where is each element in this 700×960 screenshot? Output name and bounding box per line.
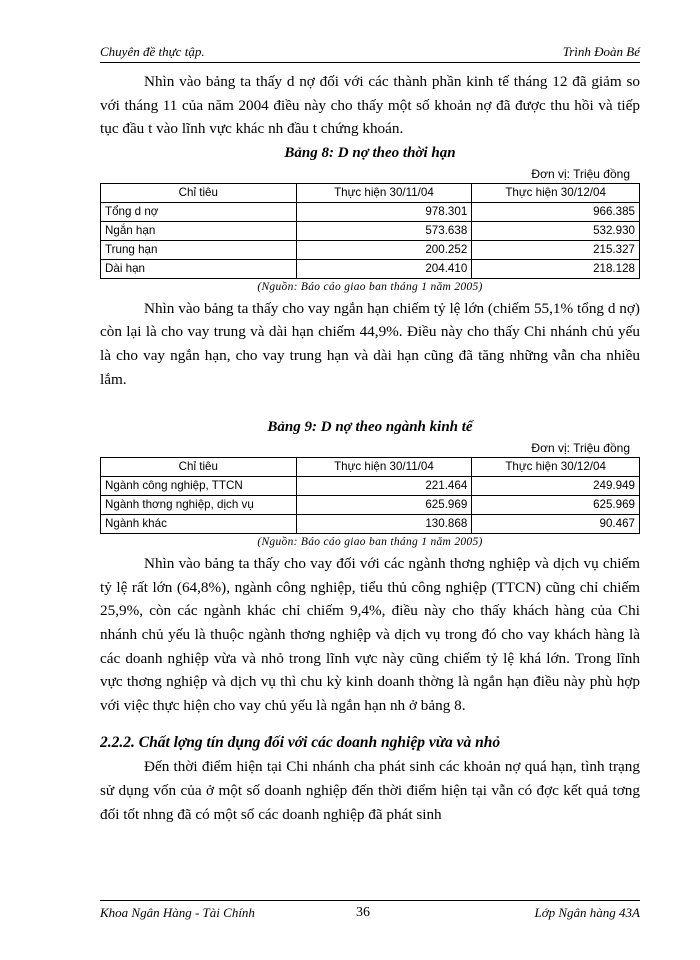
row-label: Tổng d nợ (101, 202, 297, 221)
page-number: 36 (356, 905, 370, 920)
table9-unit: Đơn vị: Triệu đồng (531, 441, 630, 456)
column-header: Chỉ tiêu (101, 458, 297, 477)
column-header: Thực hiện 30/11/04 (296, 183, 472, 202)
paragraph-2: Nhìn vào bảng ta thấy cho vay ngắn hạn chiếm tỷ lệ lớn (chiếm 55,1% tổng d nợ) còn lại là cho vay trung và dài hạn chiếm 44,9%. Điều này cho thấy Chi nhánh chủ yếu là cho vay ngắn hạn, cho vay trung hạn và dài hạn cũng đã tăng những vẫn cha nhiều lắm. (100, 299, 640, 388)
footer-left: Khoa Ngân Hàng - Tài Chính (100, 905, 255, 920)
table-row (101, 240, 640, 259)
table-header-row (101, 183, 640, 202)
cell-value: 200.252 (296, 240, 472, 259)
cell-value: 573.638 (296, 221, 472, 240)
cell-value: 90.467 (472, 515, 640, 534)
row-label: Trung hạn (101, 240, 297, 259)
cell-value: 130.868 (296, 515, 472, 534)
header-right: Trình Đoàn Bé (562, 44, 640, 59)
column-header: Thực hiện 30/12/04 (472, 183, 640, 202)
table9-caption: Bảng 9: D nợ theo ngành kinh tế (267, 419, 473, 436)
paragraph-3: Nhìn vào bảng ta thấy cho vay đối với các ngành thơng nghiệp và dịch vụ chiếm tỷ lệ rất lớn (64,8%), ngành công nghiệp, tiểu thủ công nghiệp (TTCN) cũng chỉ chiếm 25,9%, còn các ngành khác chỉ chiếm 9,4%, điều này cho thấy khách hàng của Chi nhánh chủ yếu là thuộc ngành thơng nghiệp và dịch vụ trong đó cho vay khách hàng là các doanh nghiệp vừa và nhỏ trong lĩnh vực này cũng chiếm tỷ lệ khá lớn. Trong lĩnh vực thơng nghiệp và dịch vụ thì chu kỳ kinh doanh thờng là ngắn hạn điều này phù hợp với việc thực hiện cho vay chủ yếu là ngắn hạn nh ở bảng 8. (100, 555, 640, 714)
table8-caption: Bảng 8: D nợ theo thời hạn (284, 144, 456, 161)
table8-unit: Đơn vị: Triệu đồng (531, 166, 630, 181)
page-content (100, 70, 640, 826)
footer-right: Lớp Ngân hàng 43A (534, 905, 640, 920)
cell-value: 532.930 (472, 221, 640, 240)
table-row (101, 515, 640, 534)
row-label: Ngành công nghiệp, TTCN (101, 477, 297, 496)
column-header: Thực hiện 30/11/04 (296, 458, 472, 477)
page-header (100, 42, 640, 63)
header-left: Chuyên đề thực tập. (100, 44, 205, 59)
table9 (100, 457, 640, 534)
table-row (101, 477, 640, 496)
cell-value: 966.385 (472, 202, 640, 221)
page-footer (100, 900, 640, 921)
section-title: 2.2.2. Chất lợng tín dụng đối với các doanh nghiệp vừa và nhỏ (100, 734, 501, 752)
table-row (101, 221, 640, 240)
paragraph-1: Nhìn vào bảng ta thấy d nợ đối với các thành phần kinh tế tháng 12 đã giảm so với tháng 11 của năm 2004 điều này cho thấy một số khoản nợ đã được thu hồi và tiếp tục đầu t vào lĩnh vực khác nh đầu t chứng khoán. (100, 73, 640, 138)
cell-value: 204.410 (296, 259, 472, 278)
cell-value: 221.464 (296, 477, 472, 496)
cell-value: 215.327 (472, 240, 640, 259)
table9-source: (Nguồn: Báo cáo giao ban tháng 1 năm 2005) (257, 536, 483, 549)
column-header: Thực hiện 30/12/04 (472, 458, 640, 477)
table8-source: (Nguồn: Báo cáo giao ban tháng 1 năm 2005) (257, 280, 483, 293)
cell-value: 978.301 (296, 202, 472, 221)
table-row (101, 202, 640, 221)
cell-value: 218.128 (472, 259, 640, 278)
row-label: Ngành thơng nghiệp, dịch vụ (101, 496, 297, 515)
table-row (101, 496, 640, 515)
cell-value: 625.969 (472, 496, 640, 515)
row-label: Ngắn hạn (101, 221, 297, 240)
cell-value: 249.949 (472, 477, 640, 496)
paragraph-4: Đến thời điểm hiện tại Chi nhánh cha phát sinh các khoản nợ quá hạn, tình trạng sử dụng vốn của ở một số doanh nghiệp đến thời điểm hiện tại vẫn có đợc kết quả tơng đối tốt nhng đã có một số các doanh nghiệp đã phát sinh (100, 758, 640, 823)
cell-value: 625.969 (296, 496, 472, 515)
column-header: Chỉ tiêu (101, 183, 297, 202)
table-row (101, 259, 640, 278)
table-header-row (101, 458, 640, 477)
row-label: Ngành khác (101, 515, 297, 534)
row-label: Dài hạn (101, 259, 297, 278)
table8 (100, 183, 640, 279)
